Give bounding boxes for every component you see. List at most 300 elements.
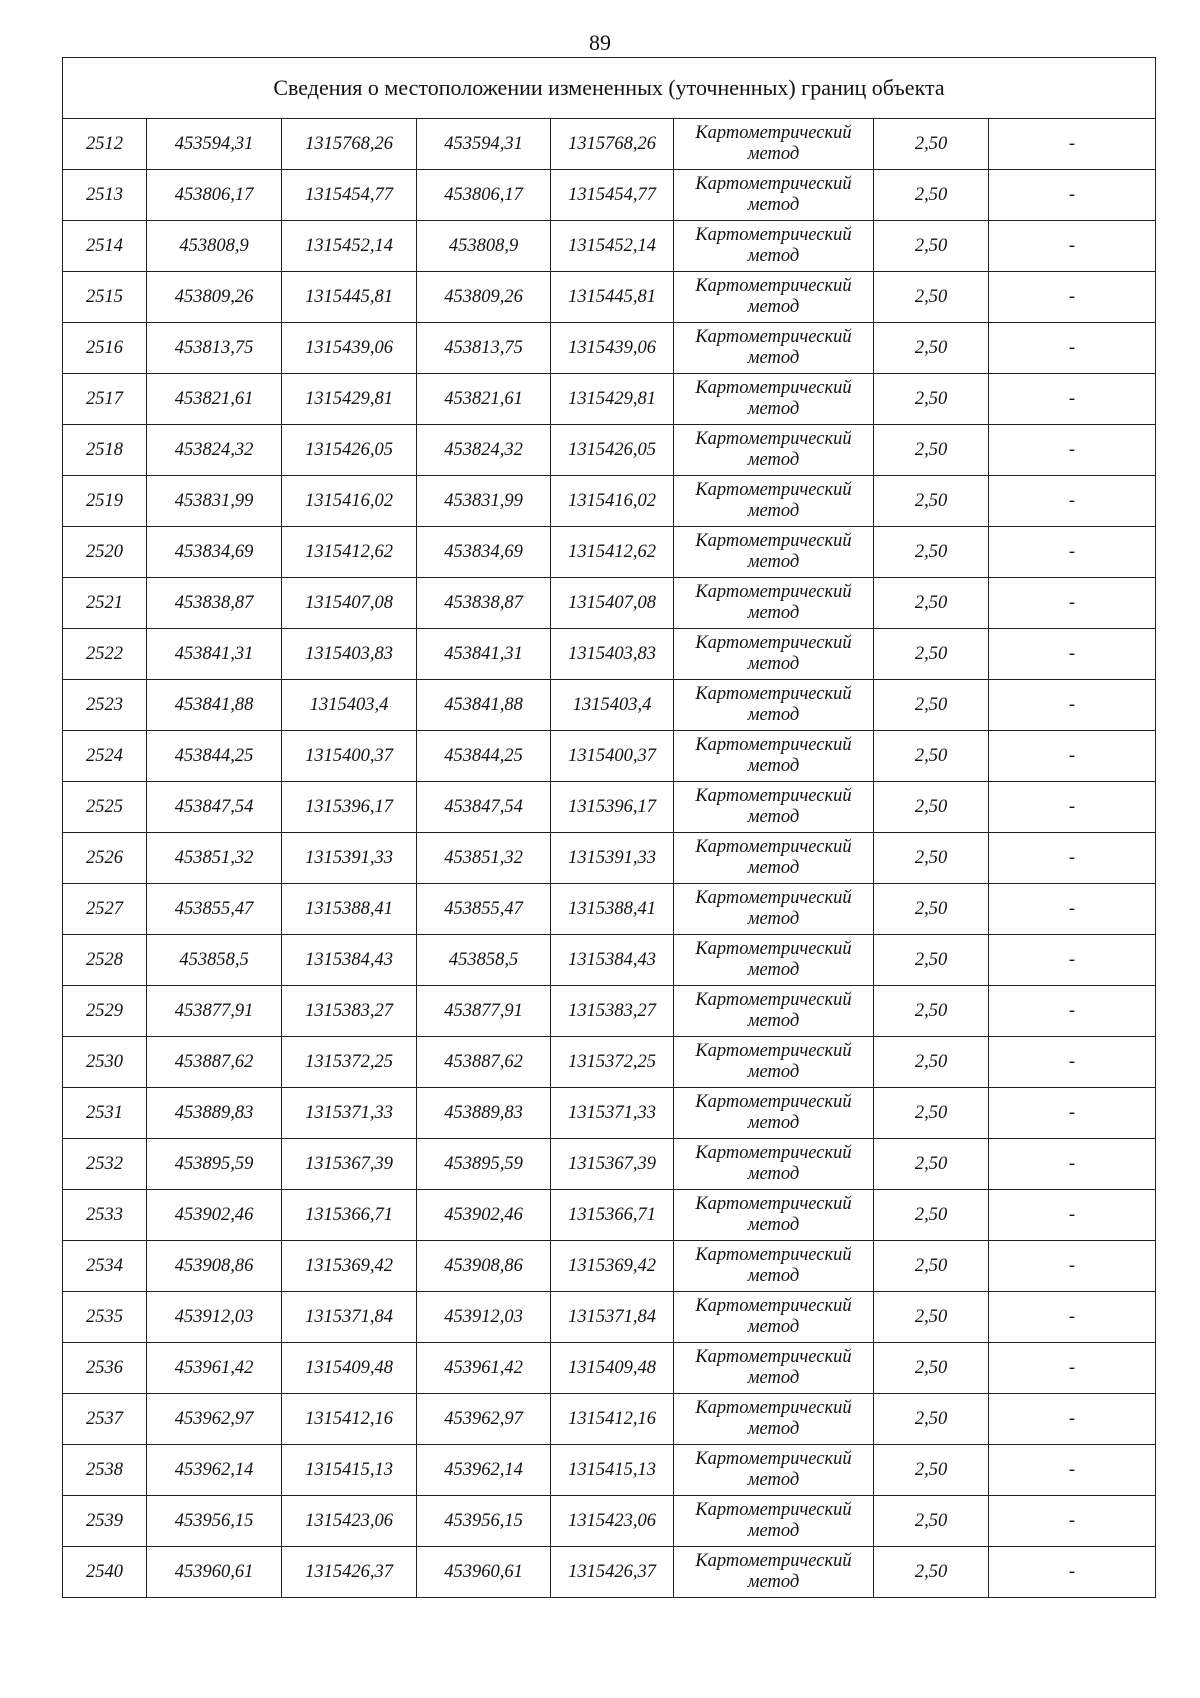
method-line-2: метод [747,297,800,317]
refined-x-cell: 453838,87 [417,578,551,629]
method-line-2: метод [747,501,800,521]
existing-y-cell: 1315445,81 [282,272,417,323]
refined-y-cell: 1315426,37 [551,1547,674,1598]
method-line-1: Картометрический [695,531,852,551]
method-line-1: Картометрический [695,429,852,449]
accuracy-cell: 2,50 [874,272,989,323]
method-cell [674,221,874,272]
method-line-2: метод [747,705,800,725]
method-cell [674,731,874,782]
existing-y-cell: 1315400,37 [282,731,417,782]
table-row [63,1292,1156,1343]
table-row [63,833,1156,884]
point-number-cell: 2520 [63,527,147,578]
refined-y-cell: 1315429,81 [551,374,674,425]
method-cell [674,1139,874,1190]
existing-x-cell: 453831,99 [147,476,282,527]
accuracy-cell: 2,50 [874,1547,989,1598]
table-row [63,1547,1156,1598]
point-number-cell: 2536 [63,1343,147,1394]
existing-x-cell: 453962,97 [147,1394,282,1445]
refined-y-cell: 1315391,33 [551,833,674,884]
method-line-2: метод [747,1062,800,1082]
point-number-cell: 2519 [63,476,147,527]
note-cell: - [989,1343,1156,1394]
method-cell [674,527,874,578]
method-line-1: Картометрический [695,582,852,602]
method-line-2: метод [747,348,800,368]
refined-y-cell: 1315371,33 [551,1088,674,1139]
refined-y-cell: 1315452,14 [551,221,674,272]
point-number-cell: 2531 [63,1088,147,1139]
accuracy-cell: 2,50 [874,1343,989,1394]
refined-x-cell: 453841,31 [417,629,551,680]
refined-y-cell: 1315384,43 [551,935,674,986]
existing-x-cell: 453960,61 [147,1547,282,1598]
accuracy-cell: 2,50 [874,1496,989,1547]
accuracy-cell: 2,50 [874,374,989,425]
table-row [63,272,1156,323]
method-line-1: Картометрический [695,837,852,857]
table-row [63,680,1156,731]
method-line-2: метод [747,1317,800,1337]
point-number-cell: 2533 [63,1190,147,1241]
refined-x-cell: 453887,62 [417,1037,551,1088]
refined-x-cell: 453834,69 [417,527,551,578]
refined-y-cell: 1315426,05 [551,425,674,476]
existing-y-cell: 1315396,17 [282,782,417,833]
method-line-1: Картометрический [695,1551,852,1571]
refined-x-cell: 453855,47 [417,884,551,935]
note-cell: - [989,1547,1156,1598]
refined-x-cell: 453808,9 [417,221,551,272]
accuracy-cell: 2,50 [874,986,989,1037]
note-cell: - [989,884,1156,935]
point-number-cell: 2525 [63,782,147,833]
point-number-cell: 2516 [63,323,147,374]
existing-x-cell: 453806,17 [147,170,282,221]
refined-y-cell: 1315400,37 [551,731,674,782]
method-line-1: Картометрический [695,1398,852,1418]
refined-y-cell: 1315388,41 [551,884,674,935]
table-row [63,425,1156,476]
refined-y-cell: 1315439,06 [551,323,674,374]
method-line-1: Картометрический [695,939,852,959]
method-line-2: метод [747,654,800,674]
method-line-1: Картометрический [695,1347,852,1367]
method-line-2: метод [747,1113,800,1133]
refined-x-cell: 453824,32 [417,425,551,476]
note-cell: - [989,1241,1156,1292]
accuracy-cell: 2,50 [874,782,989,833]
method-line-1: Картометрический [695,480,852,500]
note-cell: - [989,476,1156,527]
method-line-2: метод [747,603,800,623]
existing-x-cell: 453808,9 [147,221,282,272]
existing-x-cell: 453851,32 [147,833,282,884]
note-cell: - [989,1496,1156,1547]
point-number-cell: 2529 [63,986,147,1037]
note-cell: - [989,833,1156,884]
method-cell [674,629,874,680]
refined-y-cell: 1315396,17 [551,782,674,833]
refined-x-cell: 453841,88 [417,680,551,731]
existing-x-cell: 453877,91 [147,986,282,1037]
table-row [63,1241,1156,1292]
note-cell: - [989,1394,1156,1445]
refined-y-cell: 1315423,06 [551,1496,674,1547]
existing-x-cell: 453887,62 [147,1037,282,1088]
method-cell [674,1496,874,1547]
note-cell: - [989,578,1156,629]
accuracy-cell: 2,50 [874,1190,989,1241]
method-line-2: метод [747,1419,800,1439]
method-line-1: Картометрический [695,888,852,908]
method-line-1: Картометрический [695,1245,852,1265]
existing-y-cell: 1315454,77 [282,170,417,221]
refined-y-cell: 1315403,4 [551,680,674,731]
existing-y-cell: 1315366,71 [282,1190,417,1241]
refined-y-cell: 1315369,42 [551,1241,674,1292]
table-title-row [63,58,1156,119]
existing-x-cell: 453809,26 [147,272,282,323]
existing-y-cell: 1315371,84 [282,1292,417,1343]
method-cell [674,1037,874,1088]
refined-x-cell: 453809,26 [417,272,551,323]
refined-x-cell: 453895,59 [417,1139,551,1190]
refined-y-cell: 1315367,39 [551,1139,674,1190]
table-row [63,1139,1156,1190]
table-row [63,884,1156,935]
existing-y-cell: 1315426,05 [282,425,417,476]
existing-y-cell: 1315423,06 [282,1496,417,1547]
accuracy-cell: 2,50 [874,527,989,578]
existing-x-cell: 453895,59 [147,1139,282,1190]
method-cell [674,425,874,476]
accuracy-cell: 2,50 [874,1241,989,1292]
note-cell: - [989,731,1156,782]
existing-y-cell: 1315407,08 [282,578,417,629]
note-cell: - [989,680,1156,731]
point-number-cell: 2521 [63,578,147,629]
accuracy-cell: 2,50 [874,833,989,884]
refined-y-cell: 1315768,26 [551,119,674,170]
method-line-1: Картометрический [695,1194,852,1214]
existing-x-cell: 453962,14 [147,1445,282,1496]
method-cell [674,272,874,323]
table-row [63,629,1156,680]
table-row [63,578,1156,629]
accuracy-cell: 2,50 [874,1139,989,1190]
accuracy-cell: 2,50 [874,1394,989,1445]
method-line-1: Картометрический [695,735,852,755]
accuracy-cell: 2,50 [874,629,989,680]
method-line-1: Картометрический [695,327,852,347]
existing-y-cell: 1315768,26 [282,119,417,170]
table-row [63,782,1156,833]
note-cell: - [989,935,1156,986]
method-line-2: метод [747,552,800,572]
point-number-cell: 2518 [63,425,147,476]
method-line-1: Картометрический [695,1143,852,1163]
method-line-1: Картометрический [695,1500,852,1520]
method-line-2: метод [747,450,800,470]
method-line-2: метод [747,1368,800,1388]
refined-y-cell: 1315412,62 [551,527,674,578]
method-cell [674,374,874,425]
method-line-2: метод [747,399,800,419]
existing-y-cell: 1315429,81 [282,374,417,425]
existing-y-cell: 1315439,06 [282,323,417,374]
refined-y-cell: 1315403,83 [551,629,674,680]
refined-x-cell: 453844,25 [417,731,551,782]
refined-x-cell: 453962,14 [417,1445,551,1496]
refined-x-cell: 453889,83 [417,1088,551,1139]
existing-x-cell: 453889,83 [147,1088,282,1139]
refined-y-cell: 1315366,71 [551,1190,674,1241]
existing-y-cell: 1315412,62 [282,527,417,578]
refined-x-cell: 453813,75 [417,323,551,374]
point-number-cell: 2514 [63,221,147,272]
accuracy-cell: 2,50 [874,476,989,527]
point-number-cell: 2537 [63,1394,147,1445]
method-line-1: Картометрический [695,276,852,296]
existing-y-cell: 1315383,27 [282,986,417,1037]
accuracy-cell: 2,50 [874,578,989,629]
table-row [63,119,1156,170]
existing-y-cell: 1315367,39 [282,1139,417,1190]
table-row [63,1088,1156,1139]
table-row [63,1037,1156,1088]
method-line-2: метод [747,807,800,827]
note-cell: - [989,425,1156,476]
refined-x-cell: 453956,15 [417,1496,551,1547]
note-cell: - [989,1088,1156,1139]
table-row [63,1496,1156,1547]
method-cell [674,1343,874,1394]
table-row [63,170,1156,221]
existing-x-cell: 453844,25 [147,731,282,782]
note-cell: - [989,1190,1156,1241]
method-line-1: Картометрический [695,1296,852,1316]
method-line-1: Картометрический [695,684,852,704]
accuracy-cell: 2,50 [874,1445,989,1496]
refined-x-cell: 453960,61 [417,1547,551,1598]
note-cell: - [989,272,1156,323]
accuracy-cell: 2,50 [874,935,989,986]
point-number-cell: 2532 [63,1139,147,1190]
refined-x-cell: 453851,32 [417,833,551,884]
point-number-cell: 2517 [63,374,147,425]
method-line-1: Картометрический [695,1092,852,1112]
method-line-2: метод [747,1572,800,1592]
existing-x-cell: 453838,87 [147,578,282,629]
existing-y-cell: 1315412,16 [282,1394,417,1445]
method-line-2: метод [747,246,800,266]
table-row [63,731,1156,782]
refined-x-cell: 453821,61 [417,374,551,425]
note-cell: - [989,629,1156,680]
method-line-2: метод [747,195,800,215]
method-line-2: метод [747,960,800,980]
page-number: 89 [589,30,611,55]
refined-x-cell: 453908,86 [417,1241,551,1292]
point-number-cell: 2512 [63,119,147,170]
point-number-cell: 2534 [63,1241,147,1292]
refined-x-cell: 453847,54 [417,782,551,833]
note-cell: - [989,374,1156,425]
point-number-cell: 2524 [63,731,147,782]
refined-x-cell: 453858,5 [417,935,551,986]
method-cell [674,476,874,527]
accuracy-cell: 2,50 [874,680,989,731]
point-number-cell: 2538 [63,1445,147,1496]
method-line-1: Картометрический [695,633,852,653]
method-line-1: Картометрический [695,378,852,398]
existing-y-cell: 1315372,25 [282,1037,417,1088]
existing-y-cell: 1315391,33 [282,833,417,884]
refined-y-cell: 1315412,16 [551,1394,674,1445]
method-cell [674,1394,874,1445]
accuracy-cell: 2,50 [874,731,989,782]
point-number-cell: 2523 [63,680,147,731]
method-cell [674,1088,874,1139]
accuracy-cell: 2,50 [874,1088,989,1139]
existing-x-cell: 453858,5 [147,935,282,986]
method-line-2: метод [747,1266,800,1286]
accuracy-cell: 2,50 [874,884,989,935]
point-number-cell: 2528 [63,935,147,986]
method-line-2: метод [747,1521,800,1541]
method-cell [674,119,874,170]
point-number-cell: 2515 [63,272,147,323]
accuracy-cell: 2,50 [874,170,989,221]
refined-x-cell: 453806,17 [417,170,551,221]
accuracy-cell: 2,50 [874,323,989,374]
accuracy-cell: 2,50 [874,221,989,272]
existing-y-cell: 1315369,42 [282,1241,417,1292]
note-cell: - [989,1445,1156,1496]
existing-y-cell: 1315426,37 [282,1547,417,1598]
existing-x-cell: 453841,88 [147,680,282,731]
existing-x-cell: 453834,69 [147,527,282,578]
refined-y-cell: 1315415,13 [551,1445,674,1496]
method-line-2: метод [747,909,800,929]
method-line-2: метод [747,1011,800,1031]
existing-y-cell: 1315452,14 [282,221,417,272]
existing-y-cell: 1315371,33 [282,1088,417,1139]
point-number-cell: 2526 [63,833,147,884]
method-cell [674,935,874,986]
note-cell: - [989,986,1156,1037]
table-body [63,58,1156,1598]
existing-x-cell: 453841,31 [147,629,282,680]
table-row [63,374,1156,425]
method-cell [674,1241,874,1292]
boundary-coordinates-table [62,57,1156,1598]
existing-y-cell: 1315388,41 [282,884,417,935]
method-cell [674,578,874,629]
method-cell [674,884,874,935]
method-line-1: Картометрический [695,225,852,245]
note-cell: - [989,1292,1156,1343]
method-line-1: Картометрический [695,174,852,194]
point-number-cell: 2540 [63,1547,147,1598]
method-cell [674,323,874,374]
existing-x-cell: 453912,03 [147,1292,282,1343]
point-number-cell: 2527 [63,884,147,935]
method-line-1: Картометрический [695,786,852,806]
refined-x-cell: 453902,46 [417,1190,551,1241]
table-row [63,986,1156,1037]
method-line-1: Картометрический [695,990,852,1010]
method-line-2: метод [747,1164,800,1184]
table-row [63,323,1156,374]
note-cell: - [989,170,1156,221]
table-title: Сведения о местоположении измененных (уточненных) границ объекта [63,58,1156,119]
method-line-1: Картометрический [695,1449,852,1469]
refined-x-cell: 453962,97 [417,1394,551,1445]
method-cell [674,1547,874,1598]
refined-x-cell: 453912,03 [417,1292,551,1343]
refined-y-cell: 1315454,77 [551,170,674,221]
table-row [63,1190,1156,1241]
refined-y-cell: 1315371,84 [551,1292,674,1343]
table-row [63,1343,1156,1394]
method-cell [674,986,874,1037]
note-cell: - [989,221,1156,272]
existing-x-cell: 453961,42 [147,1343,282,1394]
refined-x-cell: 453594,31 [417,119,551,170]
existing-x-cell: 453956,15 [147,1496,282,1547]
note-cell: - [989,119,1156,170]
point-number-cell: 2535 [63,1292,147,1343]
note-cell: - [989,527,1156,578]
accuracy-cell: 2,50 [874,425,989,476]
refined-y-cell: 1315445,81 [551,272,674,323]
existing-x-cell: 453813,75 [147,323,282,374]
existing-x-cell: 453821,61 [147,374,282,425]
refined-y-cell: 1315372,25 [551,1037,674,1088]
refined-y-cell: 1315407,08 [551,578,674,629]
method-cell [674,680,874,731]
existing-y-cell: 1315416,02 [282,476,417,527]
method-line-2: метод [747,144,800,164]
method-cell [674,1292,874,1343]
method-cell [674,782,874,833]
existing-y-cell: 1315403,4 [282,680,417,731]
existing-y-cell: 1315415,13 [282,1445,417,1496]
method-cell [674,833,874,884]
existing-x-cell: 453824,32 [147,425,282,476]
table-row [63,221,1156,272]
note-cell: - [989,1139,1156,1190]
accuracy-cell: 2,50 [874,119,989,170]
existing-y-cell: 1315384,43 [282,935,417,986]
existing-x-cell: 453594,31 [147,119,282,170]
method-line-2: метод [747,858,800,878]
refined-y-cell: 1315409,48 [551,1343,674,1394]
table-row [63,1394,1156,1445]
accuracy-cell: 2,50 [874,1037,989,1088]
table-row [63,935,1156,986]
existing-x-cell: 453855,47 [147,884,282,935]
note-cell: - [989,782,1156,833]
existing-y-cell: 1315409,48 [282,1343,417,1394]
method-line-2: метод [747,1470,800,1490]
existing-y-cell: 1315403,83 [282,629,417,680]
accuracy-cell: 2,50 [874,1292,989,1343]
